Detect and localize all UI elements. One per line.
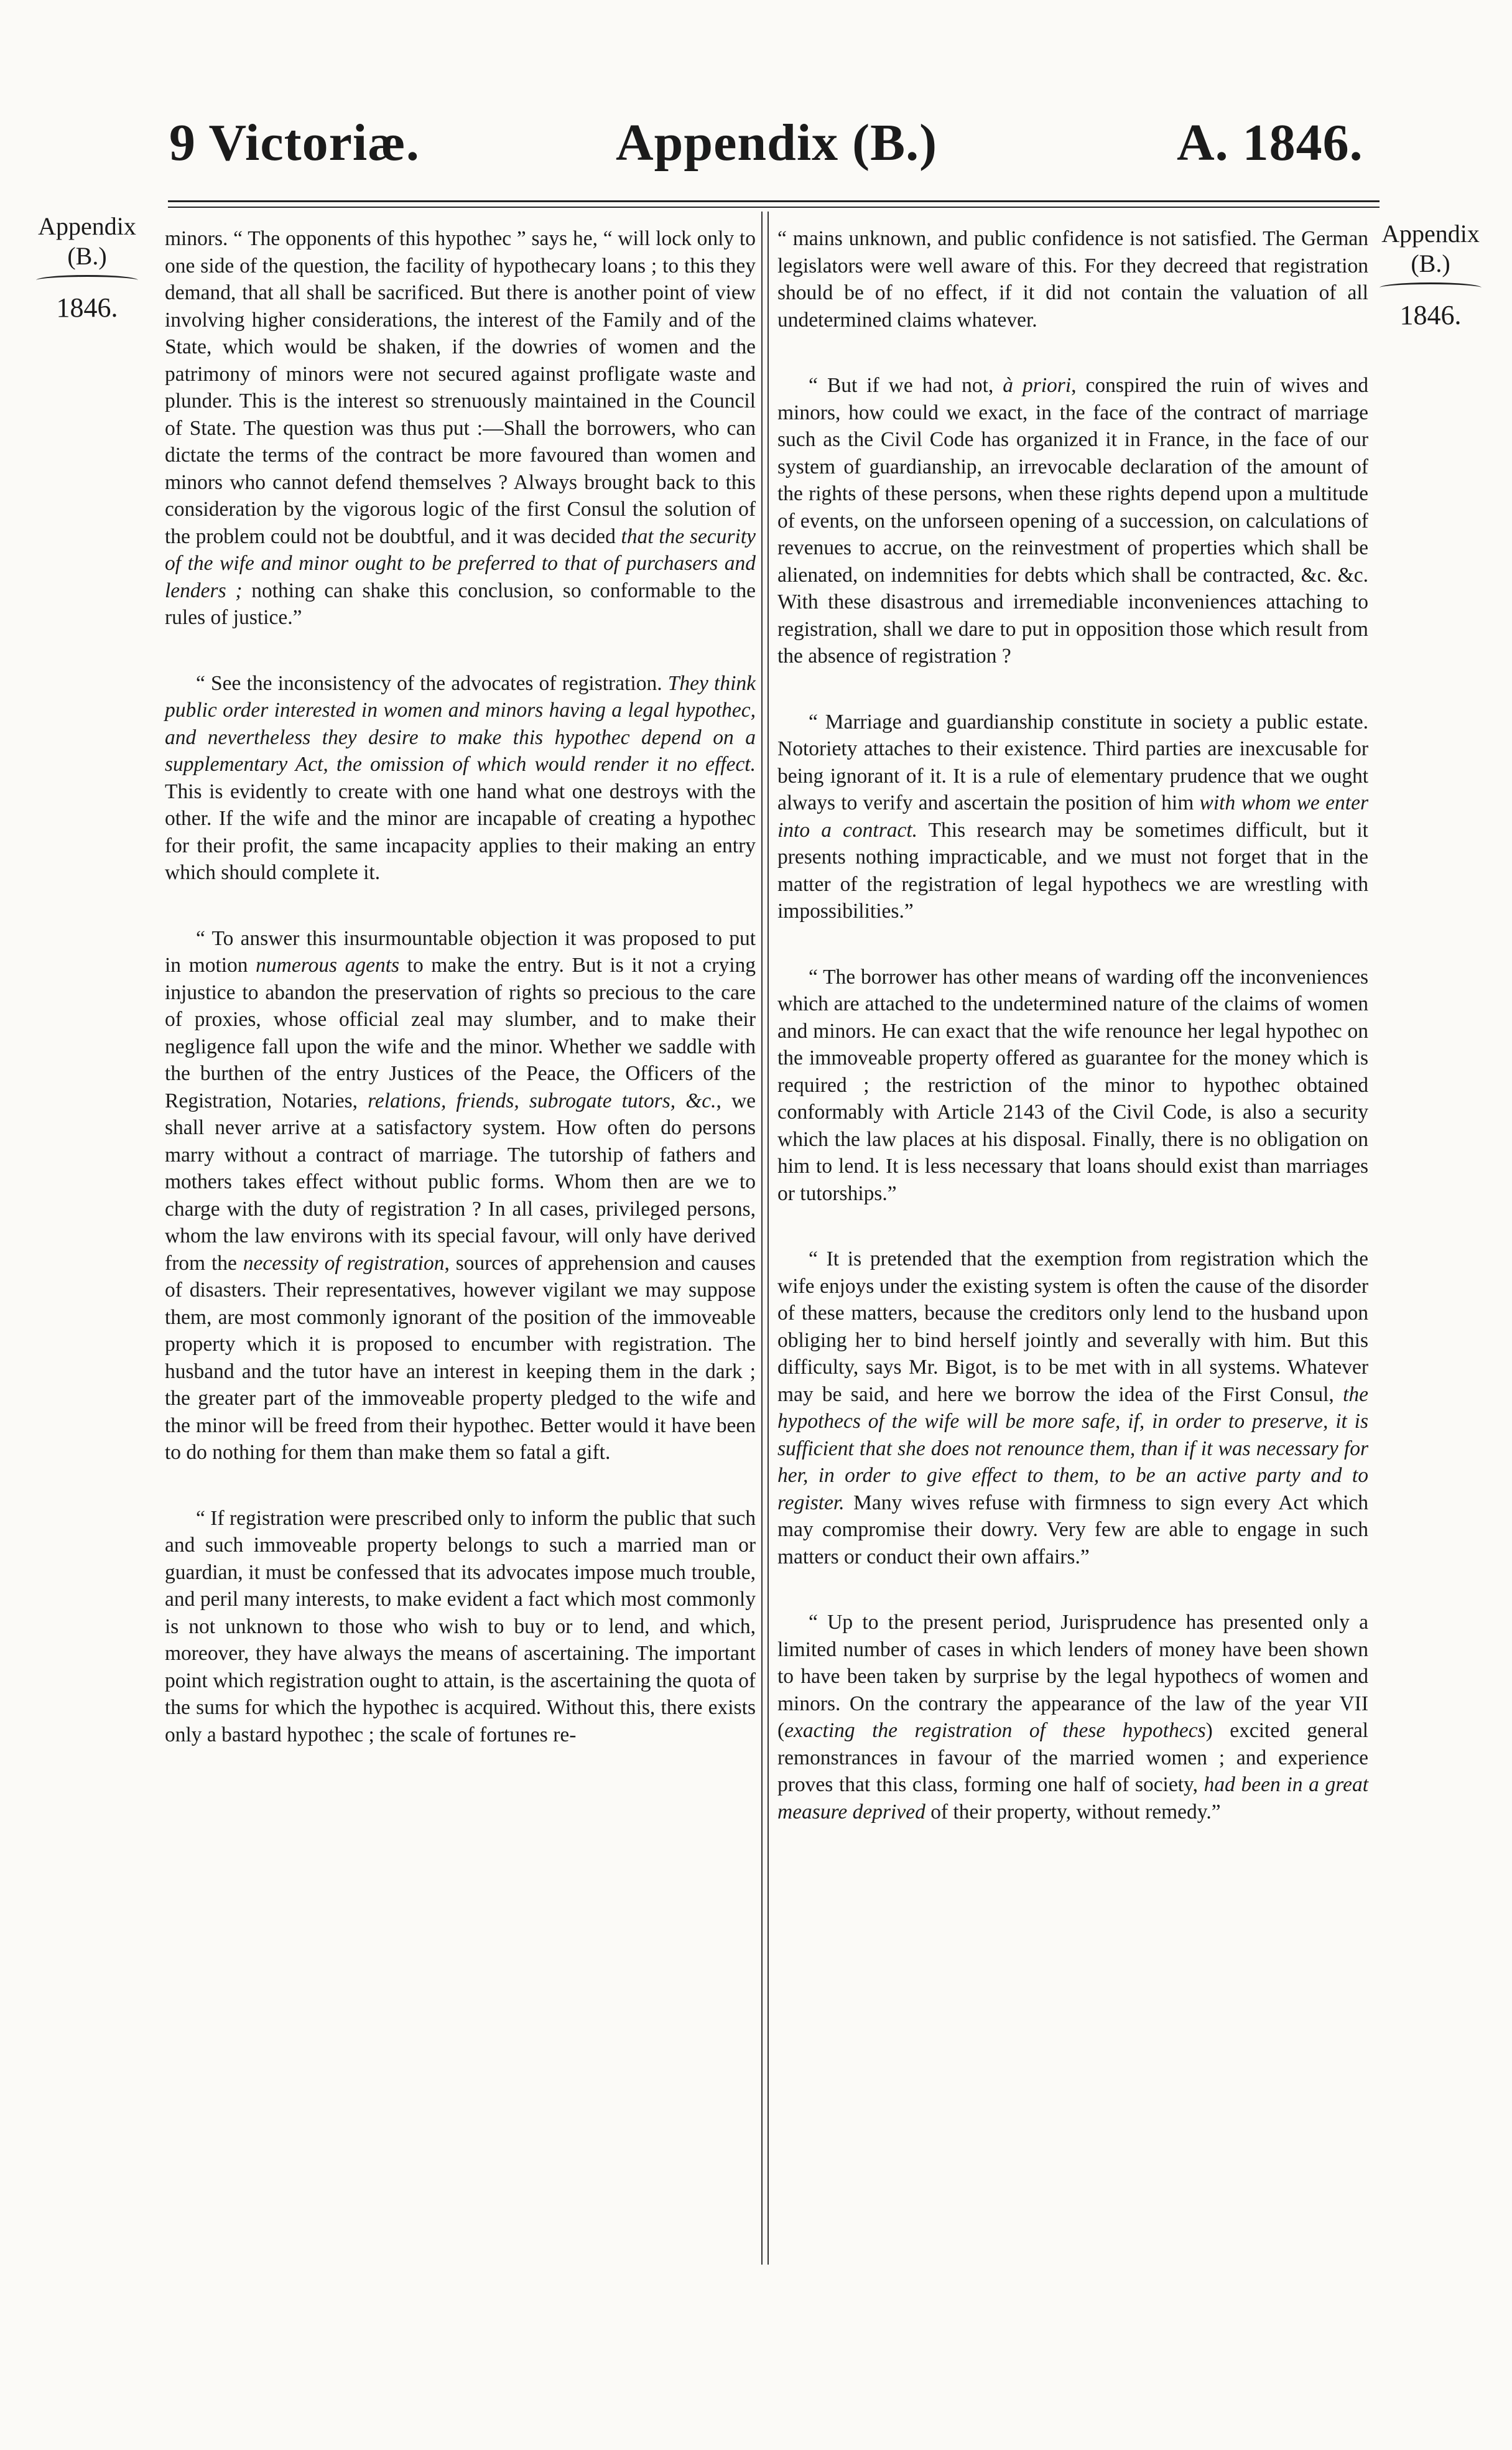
italic-text: numerous agents: [256, 954, 400, 977]
header-rule: [168, 200, 1380, 202]
text-run: “ Marriage and guardianship constitute in society a public estate. Notoriety attaches to their existence. Third parties are inexcusable for being ignorant of it. It is a rule of elementary prudence that we ought always to verify and ascertain the position of him: [777, 710, 1368, 814]
text-run: ) excited general remonstrances in favour of the married women ; and experience proves that this class, forming one half of society,: [777, 1719, 1368, 1796]
margin-section: (B.): [67, 242, 107, 270]
italic-text: relations, friends, subrogate tutors, &c.: [368, 1089, 717, 1112]
paragraph: [777, 1609, 1368, 1825]
text-run: “ Up to the present period, Jurisprudence has presented only a limited number of cases in which lenders of money have been shown to have been taken by surprise by the legal hypothecs of women and minors. On the contrary the appearance of the law of the year VII (: [777, 1611, 1368, 1742]
text-run: minors. “ The opponents of this hypothec ” says he, “ will lock only to one side of the question, the facility of hypothecary loans ; to this they demand, that all shall be sacrificed. But there is another point of view involving higher considerations, the interest of the Family and of the State, which would be shaken, if the dowries of women and the patrimony of minors were not secured against profligate waste and plunder. This is the interest so strenuously maintained in the Council of State. The question was thus put :—Shall the borrowers, who can dictate the terms of the contract be more favoured than women and minors who cannot defend themselves ? Always brought back to this consideration by the vigorous logic of the first Consul the solution of the problem could not be doubtful, and it was decided: [165, 227, 756, 548]
text-run: nothing can shake this conclusion, so conformable to the rules of justice.”: [165, 579, 756, 629]
italic-text: exacting the registration of these hypothecs: [784, 1719, 1206, 1742]
text-run: “ To answer this insurmountable objection it was proposed to put in motion: [165, 926, 756, 977]
margin-year: 1846.: [56, 292, 118, 323]
margin-year: 1846.: [1399, 300, 1462, 330]
italic-text: the hypothecs of the wife will be more safe, if, in order to preserve, it is sufficient that she does not renounce them, than if it was necessary for her, in order to give effect to them, to be an active party and to register.: [777, 1382, 1368, 1514]
margin-label: Appendix: [38, 212, 136, 240]
margin-brace: [1380, 282, 1482, 293]
italic-text: necessity of registration: [243, 1251, 445, 1275]
text-run: This is evidently to create with one hand what one destroys with the other. If the wife and the minor are incapable of creating a hypothec for their profit, the same incapacity applies to their making an entry which should complete it.: [165, 780, 756, 884]
text-run: “ See the inconsistency of the advocates of registration.: [196, 671, 668, 695]
italic-text: that the security of the wife and minor ought to be preferred to that of purchasers and lenders ;: [165, 524, 756, 602]
margin-brace: [36, 275, 138, 286]
paragraph: [165, 670, 756, 887]
text-run: This research may be sometimes difficult, but it presents nothing impracticable, and we must not forget that in the matter of the registration of legal hypothecs we are wrestling with impossibilities.”: [777, 818, 1368, 923]
margin-section: (B.): [1411, 249, 1450, 277]
text-run: Many wives refuse with firmness to sign every Act which may compromise their dowry. Very few are able to engage in such matters or conduct their own affairs.”: [777, 1491, 1368, 1568]
paragraph: [777, 709, 1368, 925]
italic-text: had been in a great measure deprived: [777, 1773, 1369, 1824]
left-column: [165, 225, 756, 1787]
running-head-session: 9 Victoriæ.: [169, 114, 420, 172]
text-run: “ But if we had not,: [809, 374, 1003, 397]
text-run: “ The borrower has other means of warding off the inconveniences which are attached to the undetermined nature of the claims of women and minors. He can exact that the wife renounce her legal hypothec on the immoveable property offered as guarantee for the money which is required ; the restriction of the minor to hypothec obtained conformably with Article 2143 of the Civil Code, is also a security which the law places at his disposal. Finally, there is no obligation on him to lend. It is less necessary that loans should exist than marriages or tutorships.”: [777, 965, 1368, 1205]
text-run: , conspired the ruin of wives and minors, how could we exact, in the face of the contract of marriage such as the Civil Code has organized it in France, in the face of our system of guardianship, an irrevocable declaration of the amount of the rights of these persons, when these rights depend upon a multitude of events, on the unforseen opening of a succession, on calculations of revenues to accrue, on the reinvestment of properties which shall be alienated, on indemnities for debts which shall be contracted, &c. &c. With these disastrous and irremediable inconveniences attaching to registration, shall we dare to put in opposition those which result from the absence of registration ?: [777, 374, 1368, 668]
paragraph: [777, 225, 1368, 333]
margin-note-left: [25, 212, 149, 325]
italic-text: à priori: [1003, 374, 1072, 397]
running-head-year: A. 1846.: [1177, 114, 1363, 172]
text-run: to make the entry. But is it not a crying injustice to abandon the preservation of rights so precious to the care of proxies, whose official zeal may slumber, and to make their negligence fall upon the wife and the minor. Whether we saddle with the burthen of the entry Justices of the Peace, the Officers of the Registration, Notaries,: [165, 954, 756, 1112]
column-divider-double: [768, 212, 769, 2265]
paragraph: [165, 225, 756, 631]
italic-text: with whom we enter into a contract.: [777, 791, 1368, 842]
text-run: , we shall never arrive at a satisfactory system. How often do persons marry without a contract of marriage. The tutorship of fathers and mothers takes effect without public forms. Whom then are we to charge with the duty of registration ? In all cases, privileged persons, whom the law environs with its special favour, will only have derived from the: [165, 1089, 756, 1275]
text-run: of their property, without remedy.”: [925, 1800, 1221, 1824]
header-rule-double: [168, 207, 1380, 208]
margin-note-right: [1368, 219, 1493, 332]
margin-label: Appendix: [1381, 220, 1480, 248]
paragraph: [165, 925, 756, 1466]
paragraph: [777, 964, 1368, 1208]
text-run: , sources of apprehension and causes of disasters. Their representatives, however vigilant we may suppose them, are most commonly ignorant of the position of the immoveable property which it is proposed to encumber with registration. The husband and the tutor have an interest in keeping them in the dark ; the greater part of the immoveable property pledged to the wife and the minor will be freed from their hypothec. Better would it have been to do nothing for them than make them so fatal a gift.: [165, 1251, 756, 1464]
paragraph: [777, 372, 1368, 670]
text-run: “ It is pretended that the exemption from registration which the wife enjoys under the existing system is often the cause of the disorder of these matters, because the creditors only lend to the husband upon obliging her to bind herself jointly and severally with him. But this difficulty, says Mr. Bigot, is to be met with in all systems. Whatever may be said, and here we borrow the idea of the First Consul,: [777, 1247, 1368, 1406]
paragraph: [165, 1505, 756, 1749]
italic-text: They think public order interested in women and minors having a legal hypothec, and nevertheless they desire to make this hypothec depend on a supplementary Act, the omission of which would render it no effect.: [165, 671, 756, 776]
running-head-title: Appendix (B.): [616, 114, 938, 172]
right-column: [777, 225, 1368, 1864]
text-run: “ mains unknown, and public confidence is not satisfied. The German legislators were well aware of this. For they decreed that registration should be of no effect, if it did not contain the valuation of all undetermined claims whatever.: [777, 227, 1368, 332]
text-run: “ If registration were prescribed only to inform the public that such and such immoveable property belongs to such a married man or guardian, it must be confessed that its advocates impose much trouble, and peril many interests, to make evident a fact which most commonly is not unknown to those who wish to buy or to lend, and which, moreover, they have always the means of ascertaining. The important point which registration ought to attain, is the ascertaining the quota of the sums for which the hypothec is acquired. Without this, there exists only a bastard hypothec ; the scale of fortunes re-: [165, 1506, 756, 1746]
paragraph: [777, 1246, 1368, 1570]
column-divider: [761, 212, 763, 2265]
